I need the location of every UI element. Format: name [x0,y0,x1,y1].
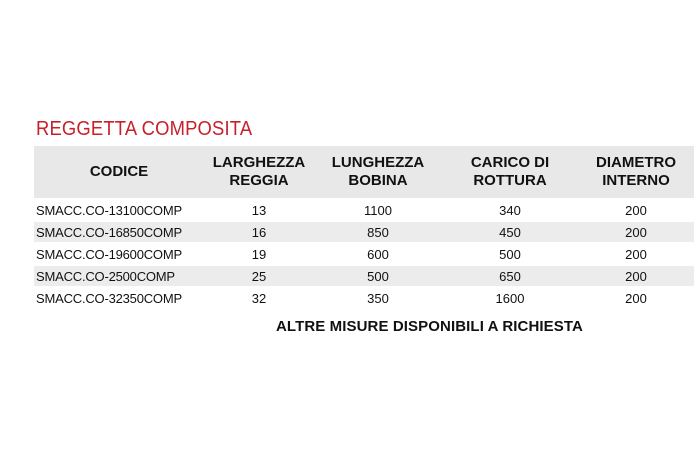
cell-diametro: 200 [578,243,694,265]
cell-carico: 1600 [442,287,578,308]
header-diametro-line1: DIAMETRO [596,154,676,171]
table-row [34,243,694,265]
cell-codice: SMACC.CO-32350COMP [34,287,204,308]
cell-codice: SMACC.CO-19600COMP [34,243,204,265]
table-row [34,265,694,287]
cell-larghezza: 16 [204,221,314,243]
cell-larghezza: 19 [204,243,314,265]
cell-diametro: 200 [578,199,694,221]
availability-note: ALTRE MISURE DISPONIBILI A RICHIESTA [276,318,583,335]
cell-codice: SMACC.CO-2500COMP [34,265,204,287]
header-diametro [578,146,694,199]
cell-codice: SMACC.CO-16850COMP [34,221,204,243]
header-lunghezza-line1: LUNGHEZZA [331,154,425,171]
cell-carico: 650 [442,265,578,287]
cell-carico: 500 [442,243,578,265]
header-larghezza-line2: REGGIA [229,172,289,189]
table-row [34,199,694,221]
header-carico-line1: CARICO DI [470,154,550,171]
cell-diametro: 200 [578,221,694,243]
cell-diametro: 200 [578,265,694,287]
cell-lunghezza: 600 [314,243,442,265]
table-row [34,287,694,308]
cell-lunghezza: 500 [314,265,442,287]
header-larghezza-line1: LARGHEZZA [212,154,306,171]
cell-lunghezza: 1100 [314,199,442,221]
header-codice [34,146,204,199]
table-header-row [34,146,694,199]
product-table [34,146,694,308]
table-row [34,221,694,243]
header-lunghezza [314,146,442,199]
page-title: REGGETTA COMPOSITA [36,118,253,140]
header-diametro-line2: INTERNO [602,172,670,189]
cell-lunghezza: 850 [314,221,442,243]
cell-diametro: 200 [578,287,694,308]
header-codice-label: CODICE [89,163,149,180]
header-lunghezza-line2: BOBINA [348,172,408,189]
cell-larghezza: 25 [204,265,314,287]
header-carico [442,146,578,199]
cell-larghezza: 32 [204,287,314,308]
cell-carico: 450 [442,221,578,243]
cell-lunghezza: 350 [314,287,442,308]
header-larghezza [204,146,314,199]
cell-larghezza: 13 [204,199,314,221]
header-carico-line2: ROTTURA [473,172,547,189]
cell-carico: 340 [442,199,578,221]
cell-codice: SMACC.CO-13100COMP [34,199,204,221]
